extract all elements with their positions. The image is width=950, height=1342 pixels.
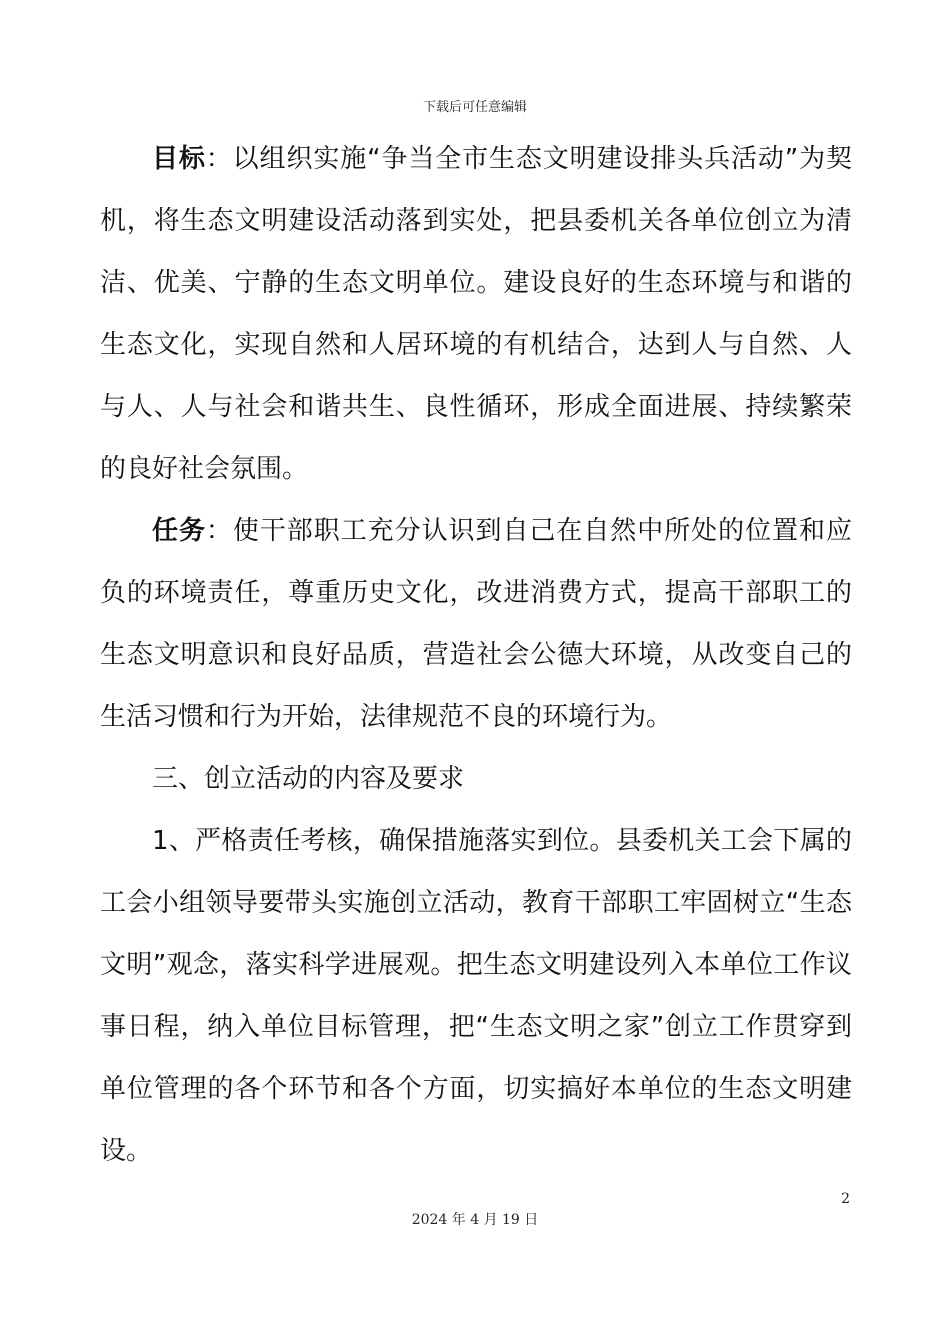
goal-text: ：以组织实施“争当全市生态文明建设排头兵活动”为契机，将生态文明建设活动落到实处，把县委机关各单位创立为清洁、优美、宁静的生态文明单位。建设良好的生态环境与和谐的生态文化，实现自然和人居环境的有机结合，达到人与自然、人与人、人与社会和谐共生、良性循环，形成全面进展、持续繁荣的良好社会氛围。 <box>100 144 852 484</box>
task-text: ：使干部职工充分认识到自己在自然中所处的位置和应负的环境责任，尊重历史文化，改进消费方式，提高干部职工的生态文明意识和良好品质，营造社会公德大环境，从改变自己的生活习惯和行为开始，法律规范不良的环境行为。 <box>100 516 852 732</box>
footer-date: 2024 年 4 月 19 日 <box>411 1212 539 1228</box>
task-lead: 任务 <box>152 516 206 546</box>
goal-paragraph <box>100 128 852 500</box>
item-1-paragraph: 1、严格责任考核，确保措施落实到位。县委机关工会下属的工会小组领导要带头实施创立活动，教育干部职工牢固树立“生态文明”观念，落实科学进展观。把生态文明建设列入本单位工作议事日程，纳入单位目标管理，把“生态文明之家”创立工作贯穿到单位管理的各个环节和各个方面，切实搞好本单位的生态文明建设。 <box>100 826 852 1166</box>
goal-lead: 目标 <box>152 144 206 174</box>
page-header: 下载后可任意编辑 <box>422 100 527 115</box>
section-heading: 三、创立活动的内容及要求 <box>152 764 465 794</box>
task-paragraph <box>100 500 852 748</box>
document-body <box>100 128 852 1182</box>
page-number: 2 <box>841 1191 850 1207</box>
